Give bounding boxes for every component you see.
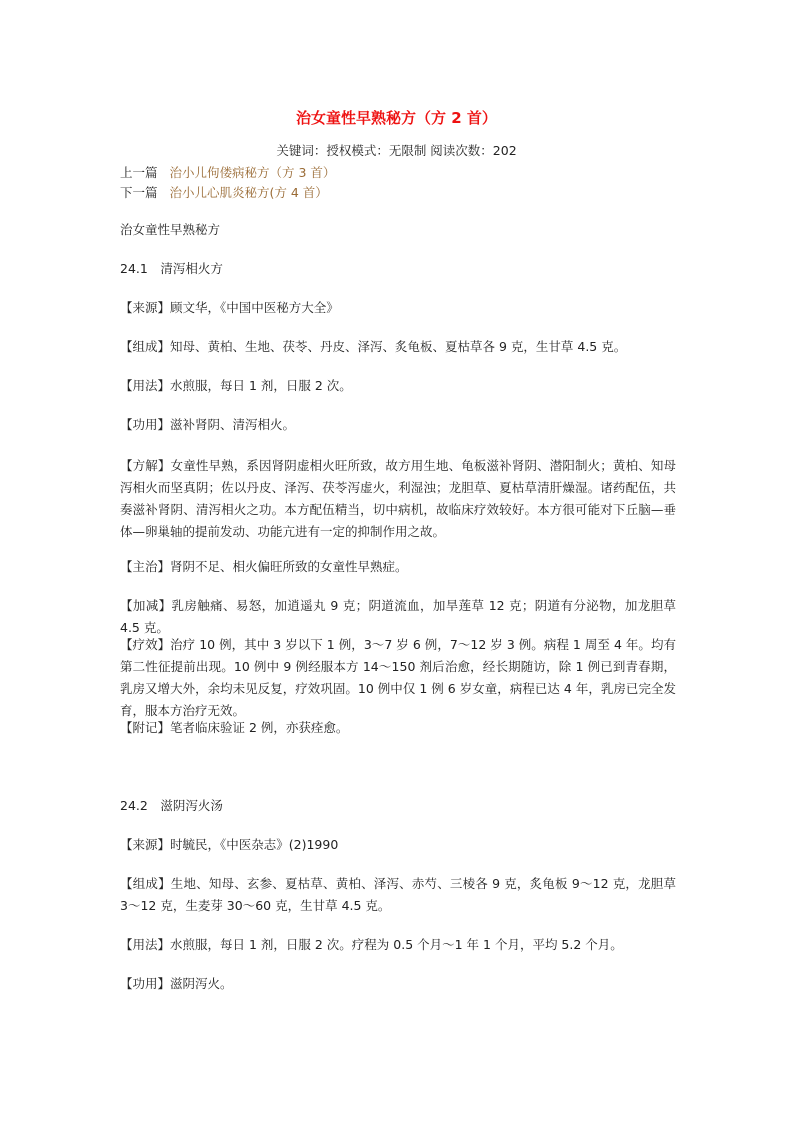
paragraph-function: 【功用】滋阴泻火。 bbox=[120, 976, 233, 991]
paragraph-source: 【来源】顾文华，《中国中医秘方大全》 bbox=[120, 300, 339, 315]
section-heading: 治女童性早熟秘方 bbox=[120, 222, 221, 237]
paragraph-efficacy: 【疗效】治疗 10 例，其中 3 岁以下 1 例，3～7 岁 6 例，7～12 岁 3 例。病程 1 周至 4 年。均有第二性征提前出现。10 例中 9 例经服本方 14～150 剂后治愈，经长期随访，除 1 例已到青春期，乳房又增大外，余均未见反复，疗效巩固。10 例中仅 1 例 6 岁女童，病程已达 4 年，乳房已完全发育，服本方治疗无效。 bbox=[120, 637, 676, 718]
paragraph-indication: 【主治】肾阴不足、相火偏旺所致的女童性早熟症。 bbox=[120, 559, 408, 574]
paragraph-usage: 【用法】水煎服，每日 1 剂，日服 2 次。疗程为 0.5 个月～1 年 1 个月，平均 5.2 个月。 bbox=[120, 937, 623, 952]
next-label: 下一篇 bbox=[120, 185, 158, 200]
article-meta: 关键词：授权模式：无限制 阅读次数：202 bbox=[276, 143, 517, 158]
prev-article-nav bbox=[120, 163, 335, 181]
paragraph-explanation: 【方解】女童性早熟，系因肾阴虚相火旺所致，故方用生地、龟板滋补肾阴、潜阳制火；黄柏、知母泻相火而坚真阴；佐以丹皮、泽泻、茯苓泻虚火，利湿浊；龙胆草、夏枯草清肝燥湿。诸药配伍，共奏滋补肾阴、清泻相火之功。本方配伍精当，切中病机，故临床疗效较好。本方很可能对下丘脑—垂体—卵巢轴的提前发动、功能亢进有一定的抑制作用之故。 bbox=[120, 458, 676, 539]
recipe-title: 24.2 滋阴泻火汤 bbox=[120, 798, 223, 813]
paragraph-note: 【附记】笔者临床验证 2 例，亦获痊愈。 bbox=[120, 720, 349, 735]
page-title: 治女童性早熟秘方（方 2 首） bbox=[296, 109, 497, 127]
prev-label: 上一篇 bbox=[120, 165, 158, 180]
prev-article-link[interactable]: 治小儿佝偻病秘方（方 3 首） bbox=[169, 165, 336, 180]
paragraph-composition: 【组成】生地、知母、玄参、夏枯草、黄柏、泽泻、赤芍、三棱各 9 克，炙龟板 9～12 克，龙胆草 3～12 克，生麦芽 30～60 克，生甘草 4.5 克。 bbox=[120, 876, 676, 913]
next-article-link[interactable]: 治小儿心肌炎秘方(方 4 首） bbox=[169, 185, 328, 200]
paragraph-composition: 【组成】知母、黄柏、生地、茯苓、丹皮、泽泻、炙龟板、夏枯草各 9 克，生甘草 4.5 克。 bbox=[120, 339, 627, 354]
paragraph-function: 【功用】滋补肾阴、清泻相火。 bbox=[120, 417, 296, 432]
paragraph-modification: 【加减】乳房触痛、易怒，加逍遥丸 9 克；阴道流血，加旱莲草 12 克；阴道有分泌物，加龙胆草 4.5 克。 bbox=[120, 598, 676, 635]
next-article-nav bbox=[120, 183, 328, 201]
recipe-title: 24.1 清泻相火方 bbox=[120, 261, 223, 276]
paragraph-source: 【来源】时毓民，《中医杂志》(2)1990 bbox=[120, 837, 339, 852]
paragraph-usage: 【用法】水煎服，每日 1 剂，日服 2 次。 bbox=[120, 378, 352, 393]
